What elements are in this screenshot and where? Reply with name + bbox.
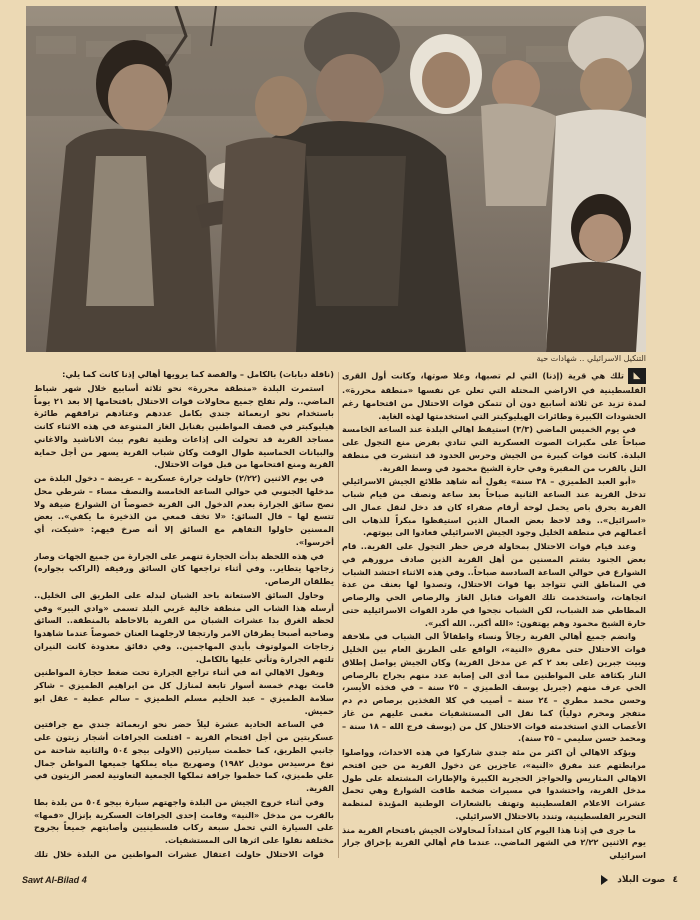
article-paragraph: في يوم الاثنين (٢/٢٢) حاولت جرارة عسكرية – عريضة – دخول البلدة من مدخلها الجنوبي في حوالي الساعة الخامسة والنصف مساء – شرطي محل نصح سائق الجرارة بعدم الدخول الى القرية خصوصاً ان الشوارع ضيقة ولا تتسع لها – قال السائق: «لا تخف فمعي من الذخيرة ما يكفي».. بعض المسنين حاولوا التفاهم مع السائق إلا أنه صرخ فيهم: «شيكت، أي أخرسوا». <box>34 473 334 547</box>
page-number-latin: 4 <box>81 875 87 885</box>
article-paragraph: وعند قيام قوات الاحتلال بمحاولة فرض حظر التجول على القرية.. قام بعض الجنود بشتم المسنين من أهل القرية الذين صادف مرورهم في الشوارع في حوالي الساعة السادسة صباحاً.. وفي هذه الاثناء احتشد الشباب في المناطق التي تتواجد بها قوات الاحتلال، وتصدوا لها بعنف من عدة اتجاهات، واستخدمت تلك القوات قنابل الغاز والرصاص الحي والرصاص المطاطي ضد الشباب، لكن الشباب نجحوا في طرد القوات الاسرائيلية حتى حارة الشيخ محمود وهم يهتفون: «الله أكبر.. الله أكبر». <box>342 541 646 628</box>
article-paragraph: وفي أثناء خروج الجيش من البلدة واجهتهم سيارة بيجو ٥٠٤ من بلدة بطا بالقرب من مدخل «النية» وقامت إحدى الجرافات العسكرية بإنزال «فمها» على السيارة التي تحمل سبعة ركاب فلسطينيين وأصابتهم جميعاً بجروح مختلفة نقلوا على اثرها الى المستشفيات. <box>34 796 334 845</box>
photo-caption: التنكيل الاسرائيلي .. شهادات حية <box>536 354 646 363</box>
arrow-right-icon <box>601 875 608 885</box>
news-photo <box>26 6 646 352</box>
article-paragraph: ويؤكد الاهالي أن اكثر من مئة جندي شاركوا في هذه الاحداث، وواصلوا مرابطتهم عند مفرق «النية»، عاجزين عن دخول القرية من حين اقتحم الاهالي المتاريس والحواجز الحجرية الكبيرة والإطارات المشتعلة على طول مدخل القرية، واحتشدوا في مسيرات ضخمة طافت الشوارع وهي تحمل عشرات الاعلام الفلسطينية وتهتف بالشعارات الوطنية المؤيدة لمنظمة التحرير الفلسطينية، وتندد بالاحتلال الاسرائيلي. <box>342 747 646 821</box>
article-paragraph <box>342 368 646 422</box>
page-footer <box>18 870 682 890</box>
article-column-right <box>342 368 646 860</box>
article-paragraph: وانضم جميع أهالي القرية رجالاً ونساء واطفالاً الى الشباب في ملاحقة قوات الاحتلال حتى مفرق «النية»، الواقع على الطريق العام بين الخليل وبيت جبرين (على بعد ٢ كم عن مدخل القرية) وكان الجيش يواصل إطلاق النار بكثافة على المواطنين مما أدى الى إصابة عدد منهم بجراح بالرصاص الحي عرف منهم (جبريل يوسف الطميزي – ٢٥ سنة – في فخذه الأيسر، وحسن محمد مطري – ٢٤ سنة – أصيب في كلا الفخذين برصاص دم دم متفجر ومحرم دولياً) كما نقل الى المستشفيات مغمى عليهم من غاز الأعصاب الذي استخدمته قوات الاحتلال كل من (يوسف فرج الله – ١٨ سنة – ومحمد حسن سليمي – ٣٥ سنة). <box>342 631 646 744</box>
footer-right <box>601 870 678 890</box>
article-paragraph: قوات الاحتلال حاولت اعتقال عشرات المواطنين من البلدة خلال تلك <box>34 848 324 859</box>
column-divider <box>338 372 339 858</box>
page-number-arabic: ٤ <box>672 875 678 885</box>
magazine-name-arabic: صوت البلاد <box>617 875 666 885</box>
article-paragraph: وحاول السائق الاستعانة باحد الشبان لبدله على الطريق الى الخليل.. أرسله هذا الشاب الى منطقة خالية غربي البلد تسمى «وادي البير» وفي لحظة الغرق بدا عشرات الشبان من القرية بالاحاطة بالمنطقة.. السائق وصاحبه أصبحا يطرقان الامر وارتجفا لارجلهما العنان خصوصاً عندما شاهدوا زجاجات المولوتوف بأيدي المهاجمين.. وفي دقائق معدودة كانت النيران تلتهم الجرارة وتأتي عليها بالكامل. <box>34 589 334 664</box>
article-paragraph: استمرت البلدة «منطقة محررة» نحو ثلاثة أسابيع خلال شهر شباط الماضي.. ولم تفلح جميع محاولات قوات الاحتلال باقتحامها إلا بعد ٢١ يوماً باستخدام نحو اربعمائة جندي بكامل عددهم وعتادهم ترافقهم طائرة هيليوكبتر في قصف المواطنين بقنابل الغاز المتنوعة في هذه الاثناء كانت مساجد القرية قد تحولت الى إذاعات وطنية تقوم ببث الاناشيد والاغاني والبيانات الحماسية طوال الوقت وكان شباب القرية يسهر من أجل حماية القرية ومنع اقتحامها من قبل قوات الاحتلال. <box>34 382 334 470</box>
photo-illustration <box>26 6 646 352</box>
footer-left <box>22 870 87 890</box>
paragraph-text: تلك هي قرية (إذنا) التي لم تصبها، وعلا صوتها، وكانت أول القرى الفلسطينية في الاراضي المحتلة التي تعلن عن نفسها «منطقة محررة». لمدة تزيد عن ثلاثة أسابيع دون أن تتمكن قوات الاحتلال من اقتحامها رغم الحشودات الكبيرة وطائرات الهيليوكبتر التي استخدمتها لهذه الغاية. <box>342 370 646 421</box>
article-paragraph: في الساعة الحادية عشرة ليلاً حضر نحو اربعمائة جندي مع جرافتين عسكريتين من أجل اقتحام القرية – اقتلعت الجرافات أشجار زيتون على جانبي الطريق، كما حطمت سيارتين (الاولى بيجو ٥٠٤ والثانية شاحنة من نوع مرسيدس موديل ١٩٨٢) وصهريج مياه يملكها جميعها المواطن جمال علي طميزي، كما حطموا جرافة تملكها الجمعية التعاونية لعصر الزيتون في القرية. <box>34 719 334 793</box>
article-column-left <box>34 368 334 860</box>
article-paragraph: في يوم الخميس الماضي (٣/٣) استيقظ اهالي البلدة عند الساعة الخامسة صباحاً على مكبرات الصوت العسكرية التي تنادي بفرض منع التجول على البلدة. كانت قوات كبيرة من الجيش وحرس الحدود قد انتشرت في منطقة التل بالقرب من المقبرة وفي حارة الشيخ محمود في وسط القرية. <box>342 424 646 473</box>
square-quote-icon: ◣ <box>628 368 646 384</box>
article-paragraph: في هذه اللحظة بدأت الحجارة تنهمر على الجرارة من جميع الجهات وصار زجاجها يتطاير.. وفي أثناء تراجعها كان السائق ورفيقه (الراكب بجواره) يطلقان الرصاص. <box>34 550 334 586</box>
article-paragraph: ويقول الاهالي انه في أثناء تراجع الجرارة تحت ضغط حجارة المواطنين قامت بهدم خمسة أسوار تابعة لمنازل كل من ابراهيم الطميزي – شاكر سلامة الطميزي – عبد الحليم مسلم الطميزي – سالم عطية – عقل ابو حميش. <box>34 667 334 716</box>
article-paragraph: «أبو العبد الطميزي – ٣٨ سنة» يقول أنه شاهد طلائع الجيش الاسرائيلي تدخل القرية عند الساعة الثانية صباحاً بعد ساعة ونصف من قيام شباب القرية بحرق باص يحمل لوحة أرقام صفراء كان قد دخل لنقل عمال الى «اسرائيل».. وقد لاحظ بعض العمال الذين استيقظوا مبكراً للذهاب الى أعمالهم في منطقة الخليل وجود الجيش الاسرائيلي فعادوا الى بيوتهم. <box>342 476 646 538</box>
magazine-name-latin: Sawt Al-Bilad <box>22 875 80 885</box>
article-paragraph: (ناقلة دبابات) بالكامل – والقصة كما يرويها أهالي إذنا كانت كما يلي: <box>62 369 334 379</box>
article-paragraph: ما جرى في إذنا هذا اليوم كان امتداداً لمحاولات الجيش باقتحام القرية منذ يوم الاثنين ٢/٢٢ في الشهر الماضي.. عندما قام أهالي القرية بإحراق جرار اسرائيلي <box>342 824 646 860</box>
